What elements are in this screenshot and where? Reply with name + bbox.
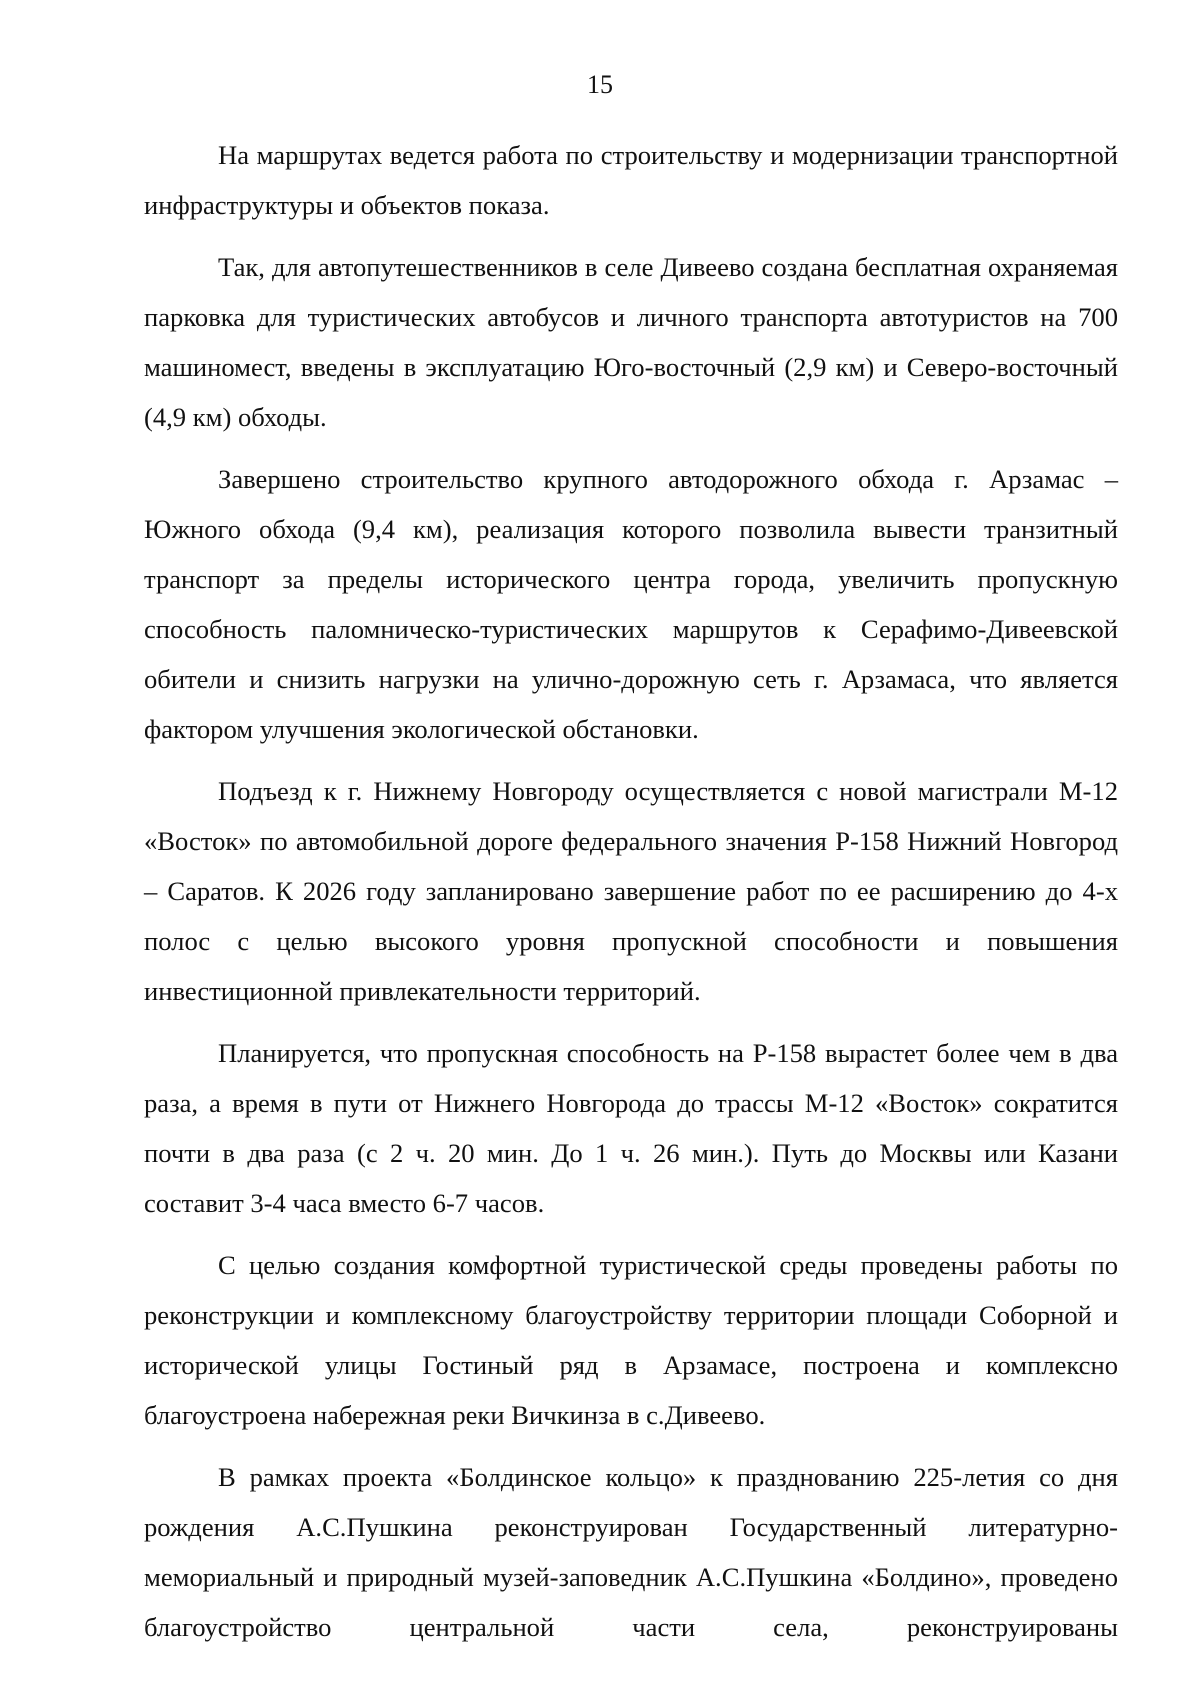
paragraph-tourist-environment: С целью создания комфортной туристической среды проведены работы по реконструкции и комплексному благоустройству территории площади Соборной и исторической улицы Гостиный ряд в Арзамасе, построена и комплексно благоустроена набережная реки Вичкинза в с.Дивеево. (144, 1250, 1118, 1430)
paragraph-diveevo-parking: Так, для автопутешественников в селе Дивеево создана бесплатная охраняемая парковка для туристических автобусов и личного транспорта автотуристов на 700 машиномест, введены в эксплуатацию Юго-восточный (2,9 км) и Северо-восточный (4,9 км) обходы. (144, 252, 1118, 432)
paragraph-route-works: На маршрутах ведется работа по строительству и модернизации транспортной инфраструктуры и объектов показа. (144, 140, 1118, 220)
paragraph-boldino-ring: В рамках проекта «Болдинское кольцо» к празднованию 225-летия со дня рождения А.С.Пушкина реконструирован Государственный литературно-мемориальный и природный музей-заповедник А.С.Пушкина «Болдино», проведено благоустройство центральной части села, реконструированы (144, 1462, 1118, 1642)
page-number: 15 (587, 70, 613, 99)
body-text (144, 130, 1118, 1664)
paragraph-arzamas-bypass: Завершено строительство крупного автодорожного обхода г. Арзамас – Южного обхода (9,4 км), реализация которого позволила вывести транзитный транспорт за пределы исторического центра города, увеличить пропускную способность паломническо-туристических маршрутов к Серафимо-Дивеевской обители и снизить нагрузки на улично-дорожную сеть г. Арзамаса, что является фактором улучшения экологической обстановки. (144, 464, 1118, 744)
paragraph-nizhny-approach: Подъезд к г. Нижнему Новгороду осуществляется с новой магистрали М-12 «Восток» по автомобильной дороге федерального значения Р-158 Нижний Новгород – Саратов. К 2026 году запланировано завершение работ по ее расширению до 4-х полос с целью высокого уровня пропускной способности и повышения инвестиционной привлекательности территорий. (144, 776, 1118, 1006)
paragraph-r158-capacity: Планируется, что пропускная способность на Р-158 вырастет более чем в два раза, а время в пути от Нижнего Новгорода до трассы М-12 «Восток» сократится почти в два раза (с 2 ч. 20 мин. До 1 ч. 26 мин.). Путь до Москвы или Казани составит 3-4 часа вместо 6-7 часов. (144, 1038, 1118, 1218)
